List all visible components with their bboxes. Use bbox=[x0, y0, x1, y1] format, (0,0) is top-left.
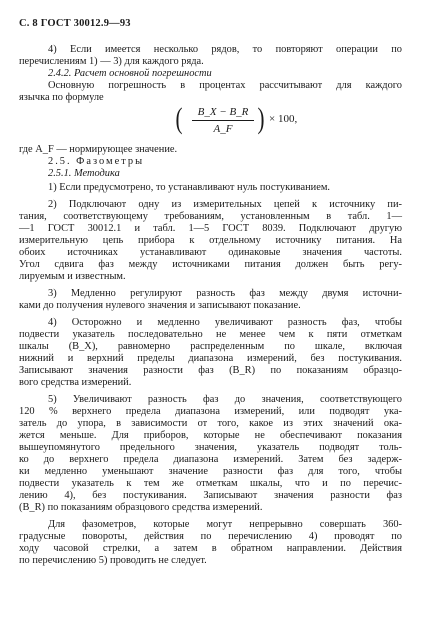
left-paren: ( bbox=[175, 102, 183, 135]
right-paren: ) bbox=[257, 102, 265, 135]
text-line: 1) Если предусмотрено, то устанавливают нуль постукиванием. bbox=[48, 182, 330, 193]
text-line: где A_F — нормирующее значение. bbox=[19, 144, 178, 155]
section-heading: 2.5.1. Методика bbox=[48, 168, 120, 179]
text-line: 5) Увеличивают разность фаз до значения, соответствующего bbox=[48, 394, 402, 405]
text-line: вышеупомянутого предельного значения, указатель подводят толь- bbox=[19, 442, 402, 453]
text-line: градусные повороты, действия по перечислению 4) проводят по bbox=[19, 531, 402, 542]
formula-denominator: A_F bbox=[213, 123, 233, 135]
text-line: 3) Медленно регулируют разность фаз между двумя источни- bbox=[48, 288, 402, 299]
text-line: нижний и верхний пределы диапазона измерений, без постукивания. bbox=[19, 353, 402, 364]
formula-numerator: B_X − B_R bbox=[197, 106, 249, 118]
text-line: 4) Если имеется несколько рядов, то повторяют операции по bbox=[48, 44, 402, 55]
section-heading: 2.5. Фазометры bbox=[48, 156, 145, 167]
text-line: лируемым и известным. bbox=[19, 271, 126, 282]
text-line: подвести указатель к тем же отметкам шкалы, что и по перечис- bbox=[19, 478, 402, 489]
text-line: по перечислению 5) проводить не следует. bbox=[19, 555, 207, 566]
text-line: Записывают значения разности фаз (B_R) по показаниям образцо- bbox=[19, 365, 402, 376]
text-line: 120 % верхнего предела диапазона измерений, или подводят ука- bbox=[19, 406, 402, 417]
text-line: Для фазометров, которые могут непрерывно совершать 360- bbox=[48, 519, 402, 530]
text-line: ки медленно уменьшают значение разности фаз для того, чтобы bbox=[19, 466, 402, 477]
text-line: шкалы (B_X), равномерно распределенным по шкале, включая bbox=[19, 341, 402, 352]
text-line: ками до получения нулевого значения и записывают показание. bbox=[19, 300, 301, 311]
text-line: 4) Осторожно и медленно увеличивают разность фаз, чтобы bbox=[48, 317, 402, 328]
fraction-bar bbox=[192, 120, 254, 121]
text-line: обоих источниках устанавливают одинаковые значения частоты. bbox=[19, 247, 402, 258]
text-line: 2) Подключают одну из измерительных цепей к источнику пи- bbox=[48, 199, 402, 210]
text-line: подвести указатель последовательно не менее чем к пяти отметкам bbox=[19, 329, 402, 340]
text-line: тания, соответствующему требованиям, установленным в табл. 1— bbox=[19, 211, 402, 222]
text-line: вого средства измерений. bbox=[19, 377, 132, 388]
text-line: перечислениям 1) — 3) для каждого ряда. bbox=[19, 56, 204, 67]
text-line: измерительную цепь прибора к отдельному источнику питания. На bbox=[19, 235, 402, 246]
text-line: (B_R) по показаниям образцового средства измерений. bbox=[19, 502, 263, 513]
text-line: ко до верхнего предела диапазона измерений. Затем без задерж- bbox=[19, 454, 402, 465]
error-formula bbox=[174, 102, 354, 140]
text-line: —1 ГОСТ 30012.1 и табл. 1—5 ГОСТ 8039. Подключают другую bbox=[19, 223, 402, 234]
formula-factor: × 100, bbox=[269, 113, 298, 125]
text-line: жется меньше. Для приборов, которые не обеспечивают показания bbox=[19, 430, 402, 441]
text-line: ходу часовой стрелки, а затем в обратном направлении. Действия bbox=[19, 543, 402, 554]
text-line: Угол сдвига фаз между источниками питания должен быть регу- bbox=[19, 259, 402, 270]
text-line: Основную погрешность в процентах рассчитывают для каждого bbox=[48, 80, 402, 91]
text-line: язычка по формуле bbox=[19, 92, 104, 103]
section-heading: 2.4.2. Расчет основной погрешности bbox=[48, 68, 212, 79]
text-line: лению 4), без постукивания. Записывают значения разности фаз bbox=[19, 490, 402, 501]
text-line: затель до упора, в зависимости от того, какое из этих значений ока- bbox=[19, 418, 402, 429]
page-header: С. 8 ГОСТ 30012.9—93 bbox=[19, 18, 131, 29]
